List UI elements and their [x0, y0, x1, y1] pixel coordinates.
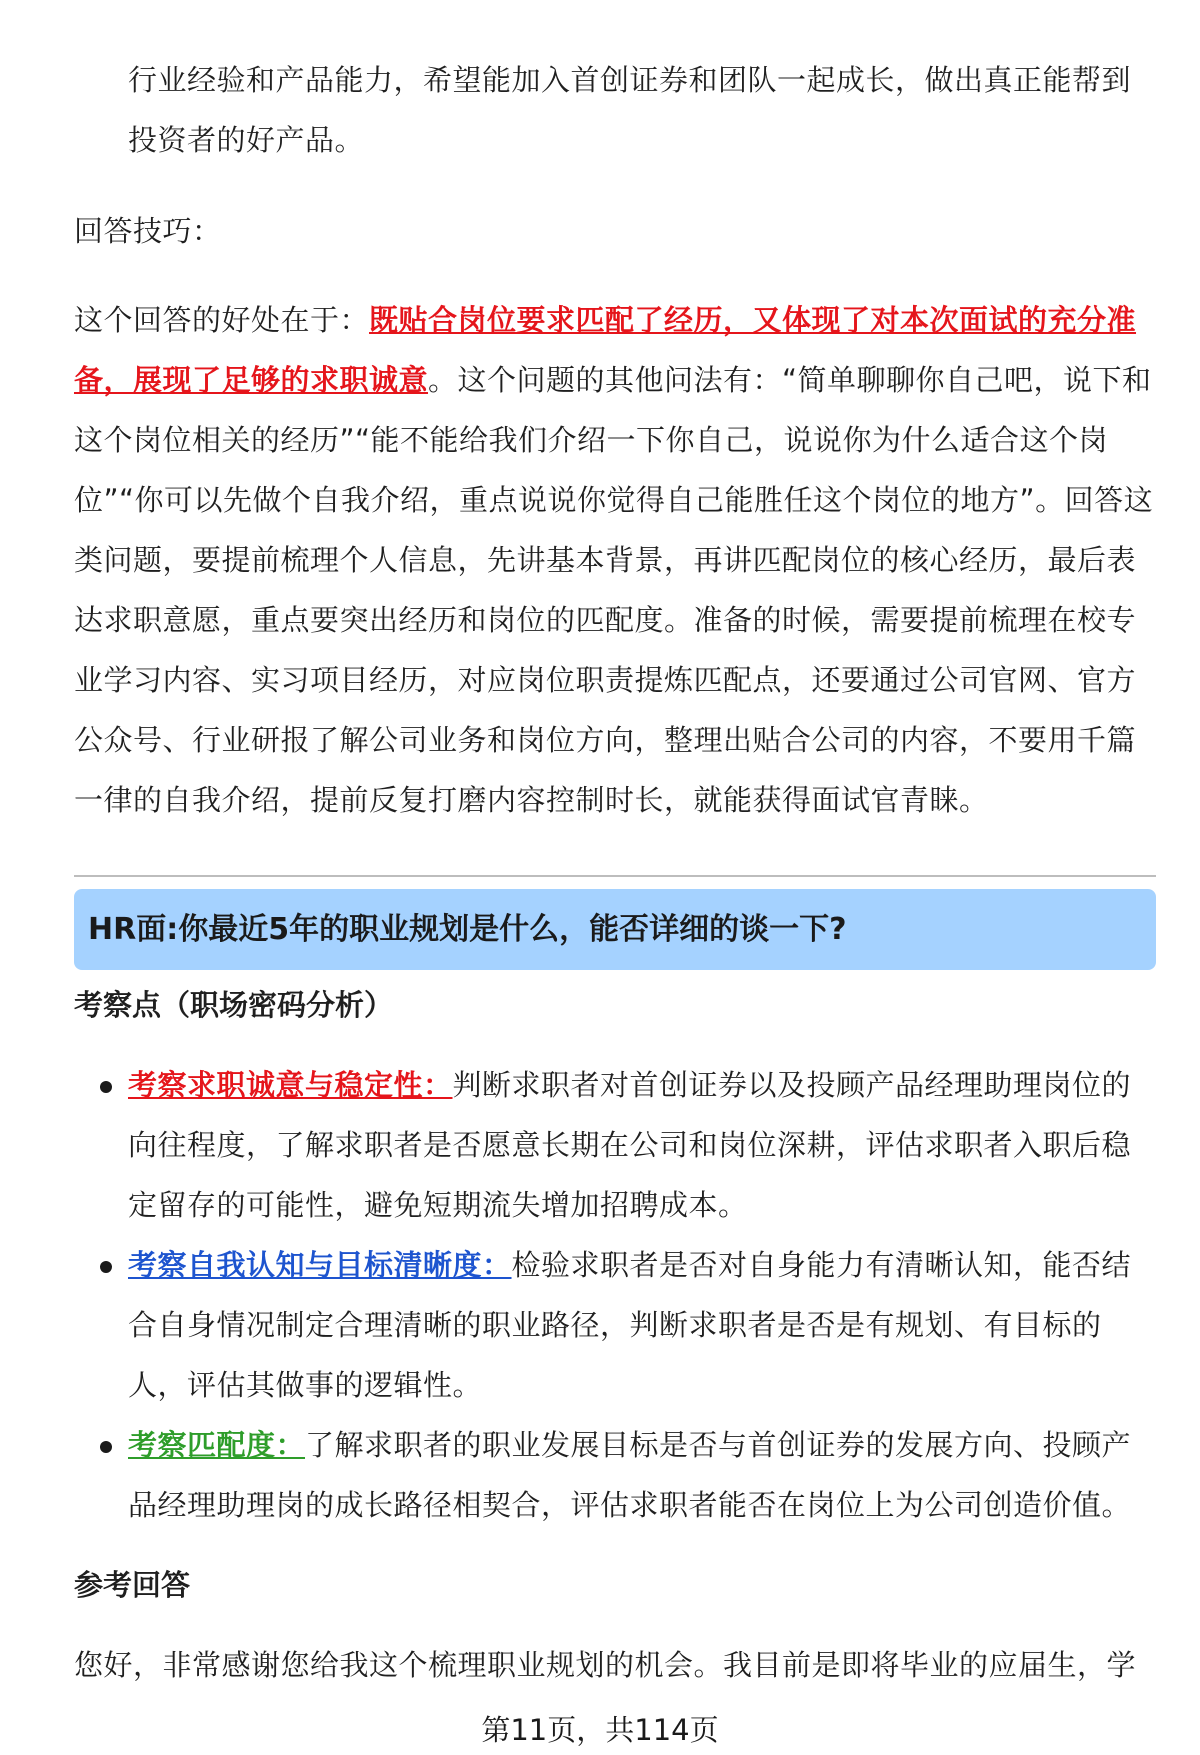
reference-answer: 您好，非常感谢您给我这个梳理职业规划的机会。我目前是即将毕业的应届生，学	[74, 1648, 1137, 1682]
analysis-item-sincerity	[128, 1055, 1148, 1235]
tips-lead: 这个回答的好处在于：	[74, 303, 370, 337]
bullet-dot	[100, 1261, 112, 1273]
intro-paragraph: 行业经验和产品能力，希望能加入首创证券和团队一起成长，做出真正能帮到投资者的好产品。	[128, 63, 1132, 157]
tips-label: 回答技巧：	[74, 214, 222, 248]
analysis-item-key: 考察自我认知与目标清晰度：	[128, 1248, 512, 1282]
page-number: 第11页，共114页	[481, 1713, 719, 1747]
analysis-item-text: 检验求职者是否对自身能力有清晰认知，能否结合自身情况制定合理清晰的职业路径，判断求职者是否是有规划、有目标的人，评估其做事的逻辑性。	[128, 1248, 1132, 1402]
bullet-dot	[100, 1081, 112, 1093]
analysis-item-text: 了解求职者的职业发展目标是否与首创证券的发展方向、投顾产品经理助理岗的成长路径相契合，评估求职者能否在岗位上为公司创造价值。	[128, 1428, 1132, 1522]
question-banner	[74, 889, 1156, 970]
tips-paragraph	[74, 290, 1154, 830]
tips-rest: 。这个问题的其他问法有：“简单聊聊你自己吧，说下和这个岗位相关的经历”“能不能给我们介绍一下你自己，说说你为什么适合这个岗位”“你可以先做个自我介绍，重点说说你觉得自己能胜任这个岗位的地方”。回答这类问题，要提前梳理个人信息，先讲基本背景，再讲匹配岗位的核心经历，最后表达求职意愿，重点要突出经历和岗位的匹配度。准备的时候，需要提前梳理在校专业学习内容、实习项目经历，对应岗位职责提炼匹配点，还要通过公司官网、官方公众号、行业研报了解公司业务和岗位方向，整理出贴合公司的内容，不要用千篇一律的自我介绍，提前反复打磨内容控制时长，就能获得面试官青睐。	[74, 363, 1154, 817]
analysis-item-fit	[128, 1415, 1148, 1535]
analysis-item-key: 考察求职诚意与稳定性：	[128, 1068, 453, 1102]
question-text: HR面:你最近5年的职业规划是什么，能否详细的谈一下?	[88, 912, 847, 947]
analysis-item-key: 考察匹配度：	[128, 1428, 306, 1462]
analysis-item-text: 判断求职者对首创证券以及投顾产品经理助理岗位的向往程度，了解求职者是否愿意长期在公司和岗位深耕，评估求职者入职后稳定留存的可能性，避免短期流失增加招聘成本。	[128, 1068, 1132, 1222]
analysis-item-self-awareness	[128, 1235, 1148, 1415]
reference-heading: 参考回答	[74, 1568, 191, 1602]
bullet-dot	[100, 1441, 112, 1453]
tips-highlight: 既贴合岗位要求匹配了经历，又体现了对本次面试的充分准备，展现了足够的求职诚意	[74, 303, 1137, 397]
analysis-heading: 考察点（职场密码分析）	[74, 988, 394, 1022]
section-divider	[74, 875, 1156, 877]
